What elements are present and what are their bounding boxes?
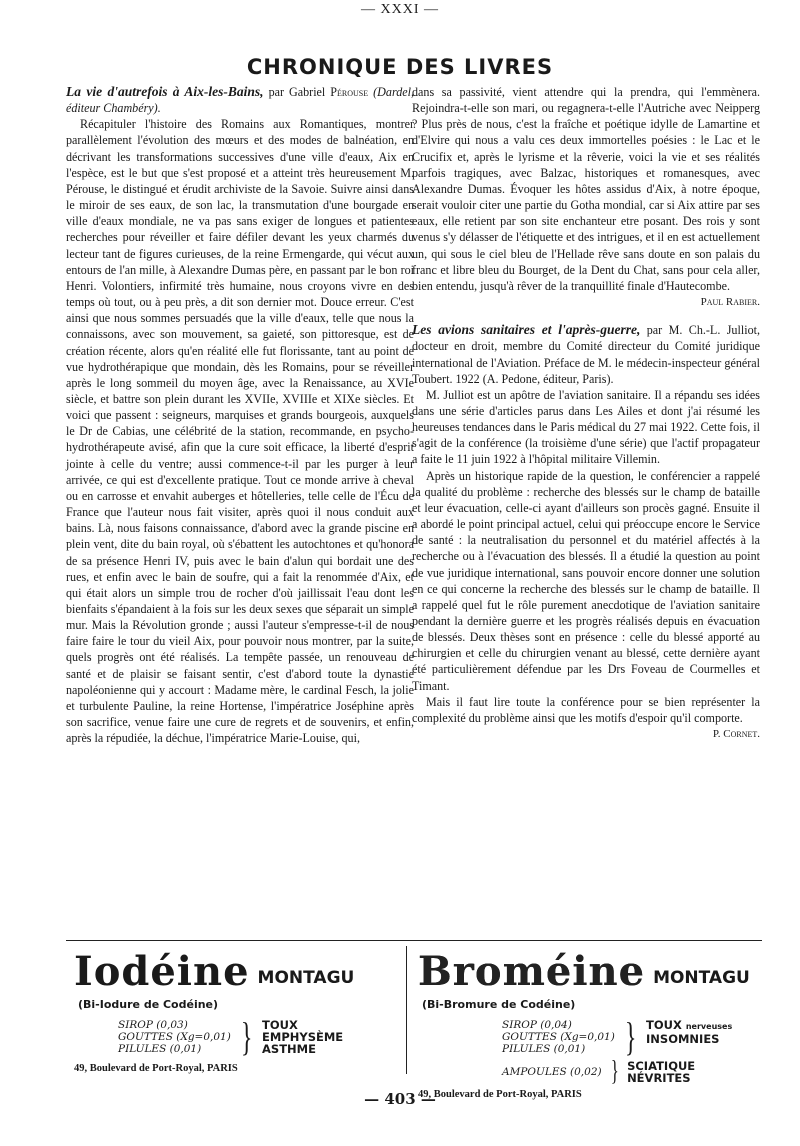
advert-iodeine-subtitle: (Bi-Iodure de Codéine)	[78, 998, 219, 1011]
form-item: GOUTTES (Xg=0,01)	[502, 1031, 615, 1043]
use-item: NÉVRITES	[627, 1071, 691, 1085]
review1-author: Pérouse	[330, 85, 369, 99]
brace-icon: }	[240, 1014, 253, 1059]
use-item: INSOMNIES	[646, 1032, 720, 1046]
advert-iodeine-forms	[118, 1019, 231, 1055]
use-item: SCIATIQUE	[627, 1059, 696, 1073]
advert-iodeine-address: 49, Boulevard de Port-Royal, PARIS	[74, 1063, 238, 1074]
use-item: TOUX	[646, 1018, 682, 1032]
form-item: PILULES (0,01)	[118, 1043, 202, 1055]
form-item: SIROP (0,04)	[502, 1019, 572, 1031]
advert-bromeine-subtitle: (Bi-Bromure de Codéine)	[422, 998, 576, 1011]
right-column	[412, 84, 760, 742]
review2-paragraph-3: Mais il faut lire toute la conférence pour se bien représenter la complexité du problème ainsi que les motifs d'espoir qu'il comporte.	[412, 694, 760, 725]
review2-title: Les avions sanitaires et l'après-guerre,	[412, 322, 641, 338]
brace-icon: }	[624, 1014, 637, 1059]
advert-bromeine	[418, 950, 748, 1100]
review2-signature: P. Cornet.	[712, 728, 760, 741]
review1-signature: Paul Rabier.	[700, 296, 760, 309]
advert-iodeine-uses	[262, 1019, 343, 1055]
advert-column-divider	[406, 946, 407, 1074]
review2-heading	[412, 322, 760, 387]
review1-paragraph-1: Récapituler l'histoire des Romains aux Romantiques, montrer parallèlement l'évolution des mœurs et des modes de balnéation, en décrivant les transformations successives d'une ville d'eaux, Aix en l'espèce, est le but que s'est proposé et a atteint très heureusement M. Pérouse, le distingué et érudit archiviste de la Savoie. Suivre ainsi dans le miroir de ses eaux, de son lac, la transmutation d'une bourgade en ville d'eaux mondiale, ne va pas sans exiger de longues et patientes recherches pour réveiller et faire défiler devant les yeux charmés du lecteur tant de figures curieuses, de la reine Ermengarde, qui vécut aux entours de l'an mille, à Alexandre Dumas père, en passant par le bon roi Henri. Volontiers, infirmité très humaine, nous croyons vivre en des temps où tout, ou à peu près, a dit son dernier mot. Douce erreur. C'est ainsi que nous sommes persuadés que la ville d'eaux, telle que nous la connaissons, avec son mouvement, sa gaieté, son pittoresque, est de création récente, alors qu'en réalité elle fut florissante, tant au point de vue hydrothérapique que mondain, dès les Romains, pour se réveiller après le long sommeil du moyen âge, avec la Renaissance, au XVIe siècle, et battre son plein durant les XVIIe, XVIIIe et XIXe siècles. Et voici que passent : seigneurs, marquises et grands bourgeois, auxquels le Dr de Cabias, une célébrité de la station, recommande, en psycho-hydrothérapeute avisé, afin que la cure soit efficace, la liberté d'esprit jointe à celle du ventre; aussi commence-t-il par les purger à leur arrivée, ce qui est d'excellente pratique. Tout ce monde arrive à cheval ou en carrosse et envahit auberges et hôtelleries, telle celle de l'Écu de France que l'auteur nous fait visiter, après quoi il nous conduit aux bains. Là, nous faisons connaissance, d'abord avec la grande piscine en plein vent, dite du bain royal, où s'ébattent les autochtones et qu'honora de sa présence Henri IV, puis avec le bain d'alun qui bordait une des rues, et enfin avec le bain de soufre, qui a fait la renommée d'Aix, et qui était alors un simple trou de rocher d'où jaillissait l'eau dont les bienfaits s'épandaient à la fois sur les deux sexes que séparait un simple mur. Mais la Révolution gronde ; aussi l'auteur s'empresse-t-il de nous faire faire le tour du vieil Aix, pour pouvoir nous montrer, par la suite, quels progrès ont été réalisés. La tempête passée, un renouveau de santé et de plaisir se faisant sentir, c'est d'abord toute la dynastie napoléonienne qui y accourt : Madame mère, le cardinal Fesch, la jolie et turbulente Pauline, la reine Hortense, l'impératrice Joséphine après son sacrifice, venue faire une cure de regrets et de souvenirs, et enfin, après la répudiée, la déchue, l'impératrice Marie-Louise, qui,	[66, 117, 414, 746]
form-item: GOUTTES (Xg=0,01)	[118, 1031, 231, 1043]
form-item: SIROP (0,03)	[118, 1019, 188, 1031]
form-item: PILULES (0,01)	[502, 1043, 586, 1055]
advert-iodeine	[74, 950, 404, 1074]
roman-page-number: — XXXI —	[361, 2, 439, 17]
review2-paragraph-2: Après un historique rapide de la question, le conférencier a rappelé la qualité du problème : recherche des blessés sur le champ de bataille et leur évacuation, celle-ci ayant d'ailleurs son procès gagné. Ensuite il a abordé le point principal actuel, celui qui préoccupe encore le Service de santé : la neutralisation du personnel et du matériel affectés à la recherche ou à l'évacuation des blessés. Il a étudié la question au point de vue juridique international, sans pouvoir encore donner une solution en ce qui concerne la recherche des blessés sur le champ de bataille. Il a rappelé quel fut le rôle purement anecdotique de l'aviation sanitaire pendant la dernière guerre et les progrès réalisés depuis en évacuation de blessés. Deux thèses sont en présence : celle du blessé apporté au chirurgien et celle du chirurgien venant au blessé, cette dernière ayant été particulièrement défendue par les Drs Foveau de Courmelles et Timant.	[412, 468, 760, 693]
left-column	[66, 84, 414, 746]
advert-iodeine-maker: MONTAGU	[257, 968, 355, 988]
review2-paragraph-1: M. Julliot est un apôtre de l'aviation sanitaire. Il a répandu ses idées dans une série d'articles parus dans Les Ailes et dont j'ai résumé les heureuses tendances dans le Paris médical du 27 mai 1922. Cette fois, il s'agit de la conférence (la troisième d'une série) que l'actif propagateur a faite le 11 juin 1922 à l'hôpital militaire Villemin.	[412, 387, 760, 467]
review1-heading	[66, 84, 414, 116]
use-item: TOUX	[262, 1018, 298, 1032]
advert-bromeine-brand: Broméine	[418, 948, 646, 995]
advert-iodeine-brand: Iodéine	[74, 948, 250, 995]
advert-bromeine-forms	[502, 1019, 615, 1055]
review2-byline: par M. Ch.-L. Julliot, docteur en droit, membre du Comité directeur du Comité juridique international de l'Aviation. Préface de M. le médecin-inspecteur général Toubert. 1922 (A. Pedone, éditeur, Paris).	[412, 323, 760, 386]
use-qualifier: nerveuses	[685, 1022, 733, 1031]
brace-icon: }	[610, 1056, 619, 1087]
advert-bromeine-maker: MONTAGU	[653, 968, 750, 988]
review1-publisher: (Dardel, éditeur Chambéry).	[66, 85, 415, 116]
use-item: EMPHYSÈME	[262, 1030, 344, 1044]
page-number: — 403 —	[364, 1090, 436, 1108]
use-item: ASTHME	[262, 1042, 316, 1056]
review1-paragraph-2: dans sa passivité, vient attendre qui la prendra, qui l'emmènera. Rejoindra-t-elle son mari, ou regagnera-t-elle l'Autriche avec Neipperg ? Plus près de nous, c'est la fraîche et poétique idylle de Lamartine et d'Elvire qui nous a valu ces deux immortelles poésies : le Lac et le Crucifix et, après le lyrisme et la rêverie, voici la vie et ses réalités parfois tragiques, avec Balzac, historiques et romanesques, avec Alexandre Dumas. Évoquer les hôtes assidus d'Aix, à notre époque, serait vouloir citer une partie du Gotha mondial, car si Aix attire par ses eaux, elle retient par son site enchanteur etre posant. Des rois y sont venus s'y délasser de l'étiquette et des intrigues, et il en est actuellement un, qui sous le ciel bleu de l'Hellade rêve sans doute en son palais du franc et libre bleu du Bourget, de la Dent du Chat, sans pour cela aller, bien entendu, jusqu'à rêver de la tranquillité finale d'Hautecombe.	[412, 85, 760, 293]
advert-bromeine-uses	[646, 1019, 732, 1055]
review1-by: par Gabriel	[263, 85, 331, 99]
advert-bromeine-ampoules: AMPOULES (0,02)	[502, 1066, 602, 1078]
advert-bromeine-uses-2	[627, 1060, 695, 1084]
review1-title: La vie d'autrefois à Aix-les-Bains,	[66, 84, 264, 99]
advert-divider	[66, 940, 762, 941]
advert-bromeine-address: 49, Boulevard de Port-Royal, PARIS	[418, 1089, 582, 1100]
section-title: CHRONIQUE DES LIVRES	[246, 55, 554, 79]
